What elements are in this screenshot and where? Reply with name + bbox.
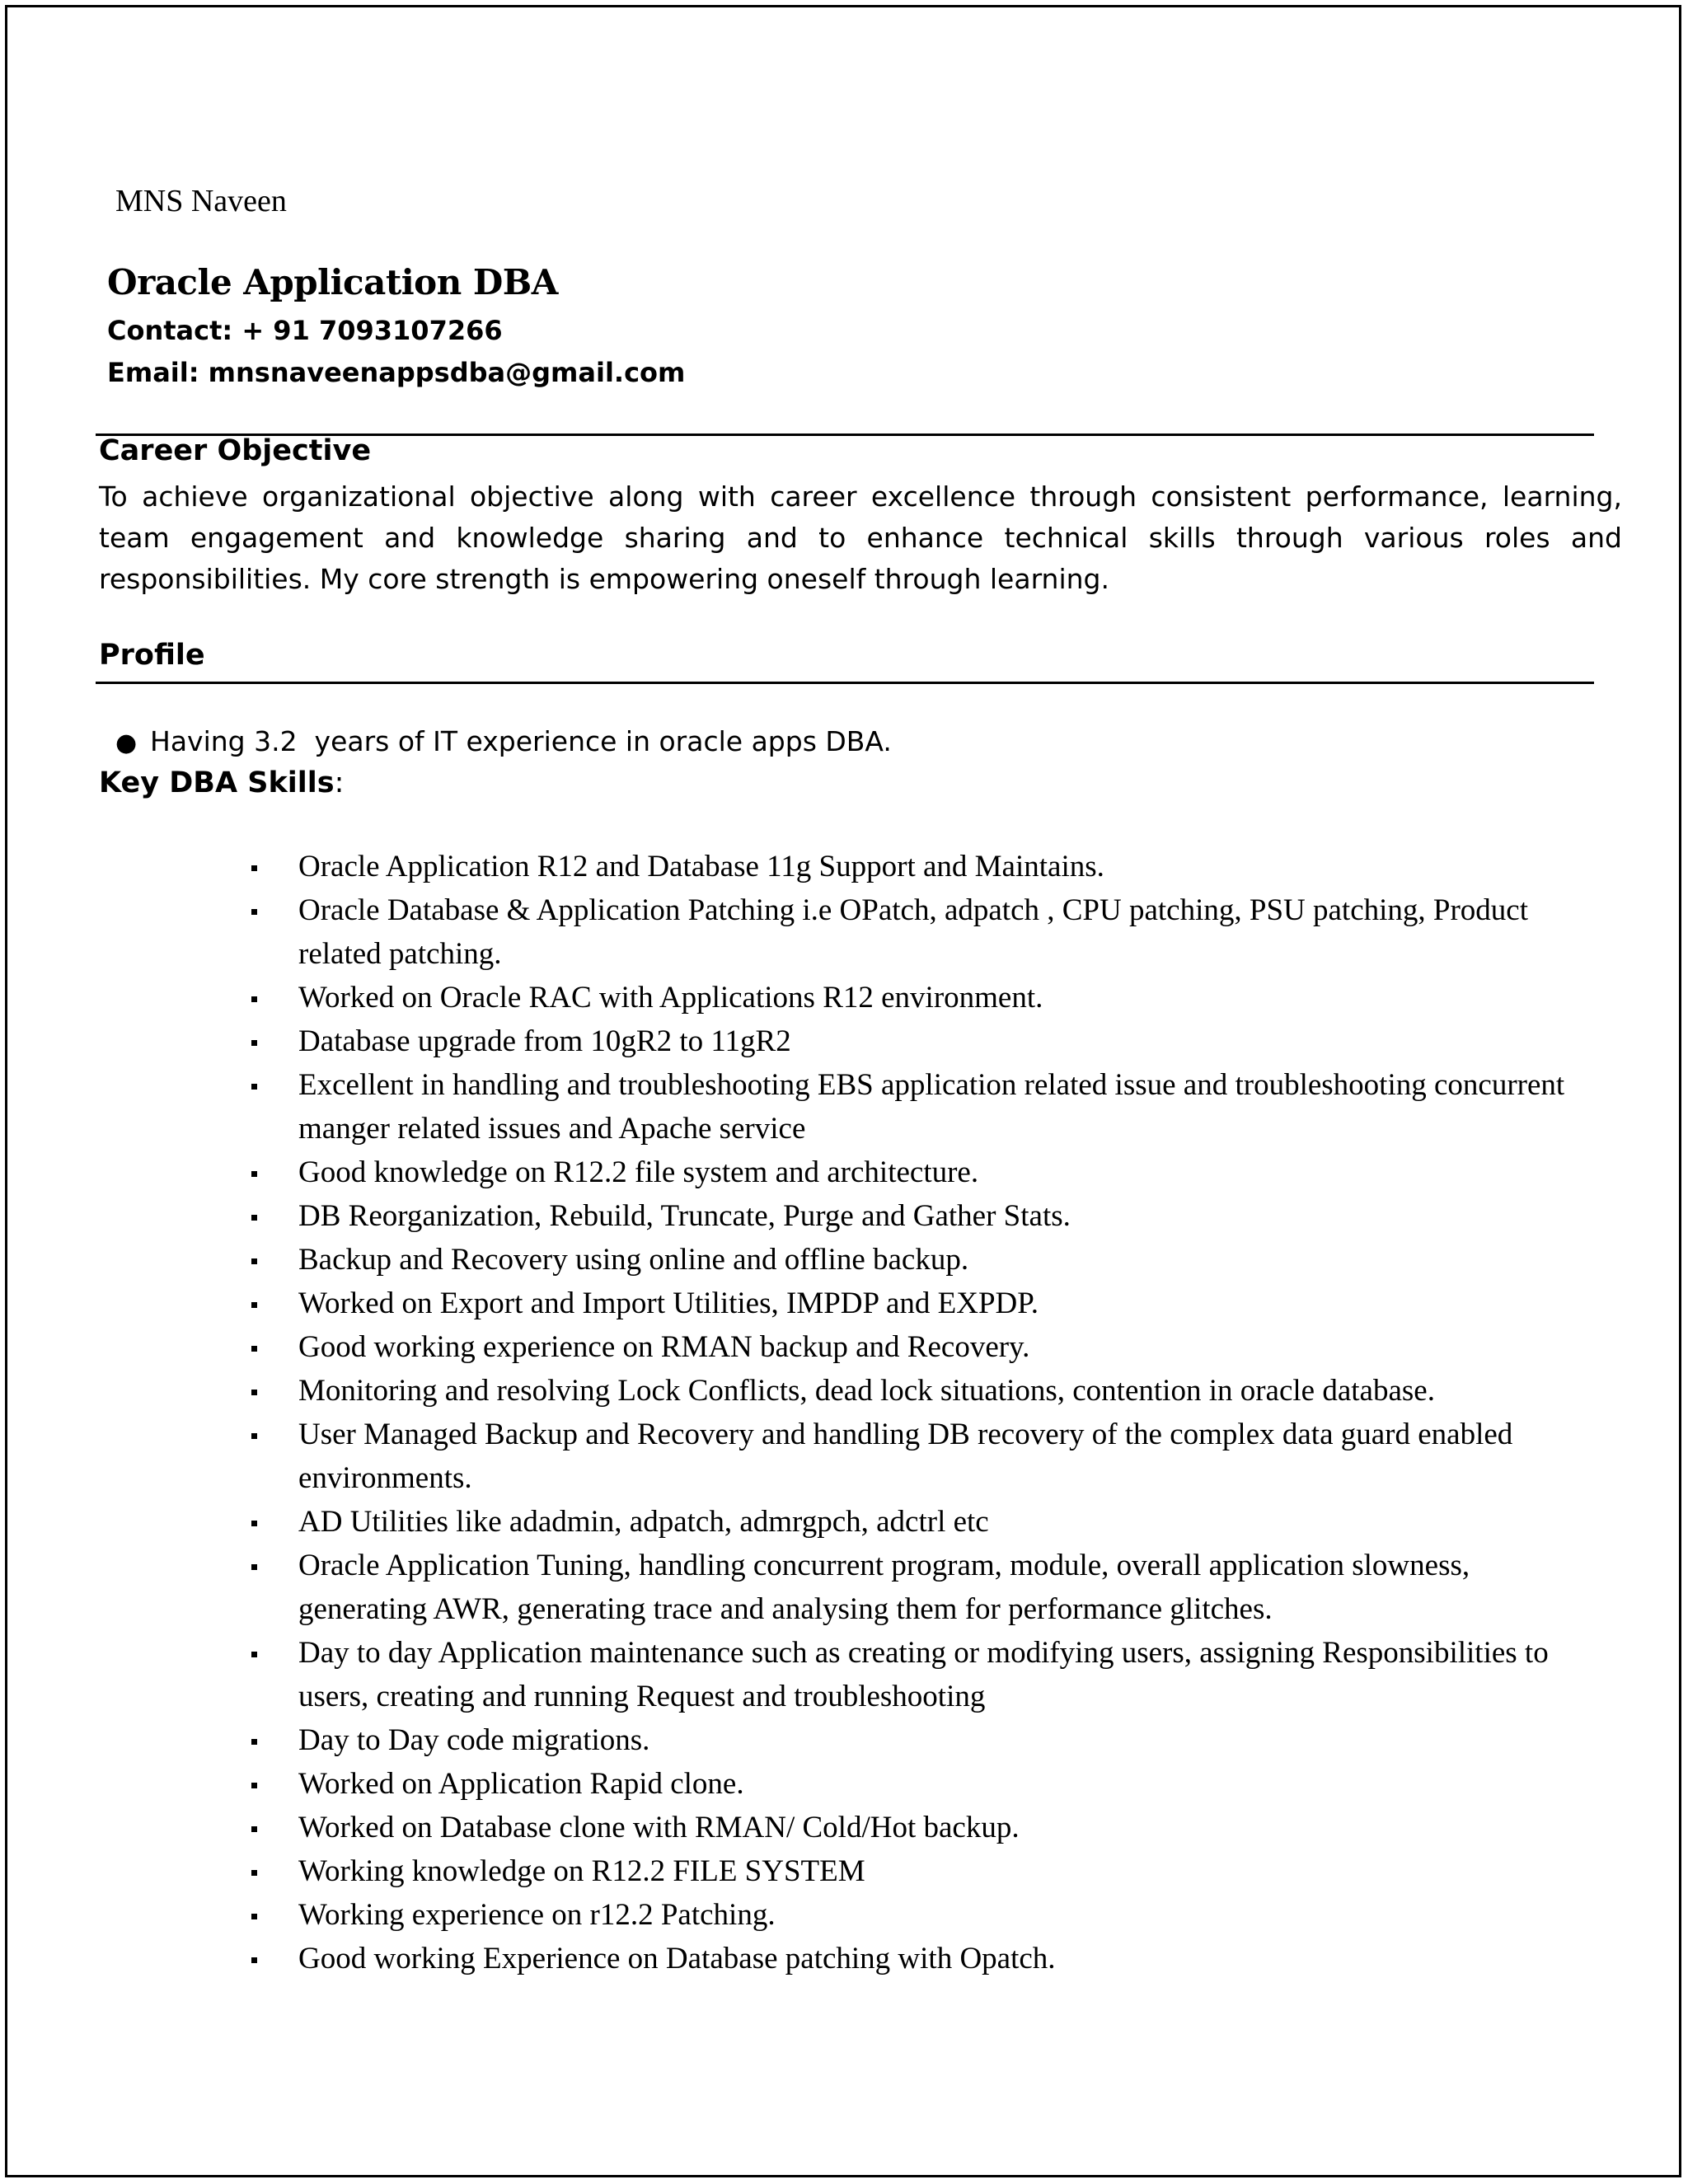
skill-item: Day to day Application maintenance such as creating or modifying users, assigning Responsibilities to users, creating and running Request and troubleshooting (247, 1631, 1599, 1718)
section-divider (96, 682, 1594, 684)
skill-item: Oracle Application R12 and Database 11g Support and Maintains. (247, 845, 1599, 888)
skill-item: Working knowledge on R12.2 FILE SYSTEM (247, 1849, 1599, 1893)
key-skills-colon: : (334, 766, 345, 799)
candidate-name: MNS Naveen (115, 184, 287, 218)
skill-item: Database upgrade from 10gR2 to 11gR2 (247, 1019, 1599, 1063)
skills-list (247, 845, 1599, 1980)
skill-item: Monitoring and resolving Lock Conflicts, dead lock situations, contention in oracle database. (247, 1369, 1599, 1413)
experience-text: Having 3.2 years of IT experience in oracle apps DBA. (150, 725, 892, 757)
contact-phone: Contact: + 91 7093107266 (107, 315, 503, 346)
skill-item: Day to Day code migrations. (247, 1718, 1599, 1762)
skill-item: Good working Experience on Database patching with Opatch. (247, 1937, 1599, 1980)
contact-email: Email: mnsnaveenappsdba@gmail.com (107, 357, 686, 388)
skill-item: Backup and Recovery using online and offline backup. (247, 1238, 1599, 1282)
skill-item: User Managed Backup and Recovery and handling DB recovery of the complex data guard enabled environments. (247, 1413, 1599, 1500)
key-skills-heading (99, 766, 344, 799)
profile-heading: Profile (99, 639, 205, 672)
skill-item: Good working experience on RMAN backup and Recovery. (247, 1325, 1599, 1369)
experience-bullet (115, 725, 892, 757)
skill-item: Worked on Database clone with RMAN/ Cold/Hot backup. (247, 1806, 1599, 1849)
skill-item: Working experience on r12.2 Patching. (247, 1893, 1599, 1937)
skill-item: Worked on Application Rapid clone. (247, 1762, 1599, 1806)
job-title: Oracle Application DBA (107, 262, 558, 302)
career-objective-heading: Career Objective (99, 434, 372, 467)
skill-item: Worked on Export and Import Utilities, IMPDP and EXPDP. (247, 1282, 1599, 1325)
bullet-icon: ● (115, 729, 138, 757)
skill-item: DB Reorganization, Rebuild, Truncate, Purge and Gather Stats. (247, 1194, 1599, 1238)
career-objective-text: To achieve organizational objective along with career excellence through consistent performance, learning, team engagement and knowledge sharing and to enhance technical skills through various roles and responsibilities. My core strength is empowering oneself through learning. (99, 480, 1622, 595)
skill-item: Good knowledge on R12.2 file system and architecture. (247, 1151, 1599, 1194)
skill-item: AD Utilities like adadmin, adpatch, admrgpch, adctrl etc (247, 1500, 1599, 1544)
skill-item: Worked on Oracle RAC with Applications R12 environment. (247, 976, 1599, 1019)
key-skills-label: Key DBA Skills (99, 766, 335, 799)
skill-item: Oracle Application Tuning, handling concurrent program, module, overall application slowness, generating AWR, generating trace and analysing them for performance glitches. (247, 1544, 1599, 1631)
skill-item: Excellent in handling and troubleshooting EBS application related issue and troubleshooting concurrent manger related issues and Apache service (247, 1063, 1599, 1151)
skill-item: Oracle Database & Application Patching i.e OPatch, adpatch , CPU patching, PSU patching, Product related patching. (247, 888, 1599, 976)
